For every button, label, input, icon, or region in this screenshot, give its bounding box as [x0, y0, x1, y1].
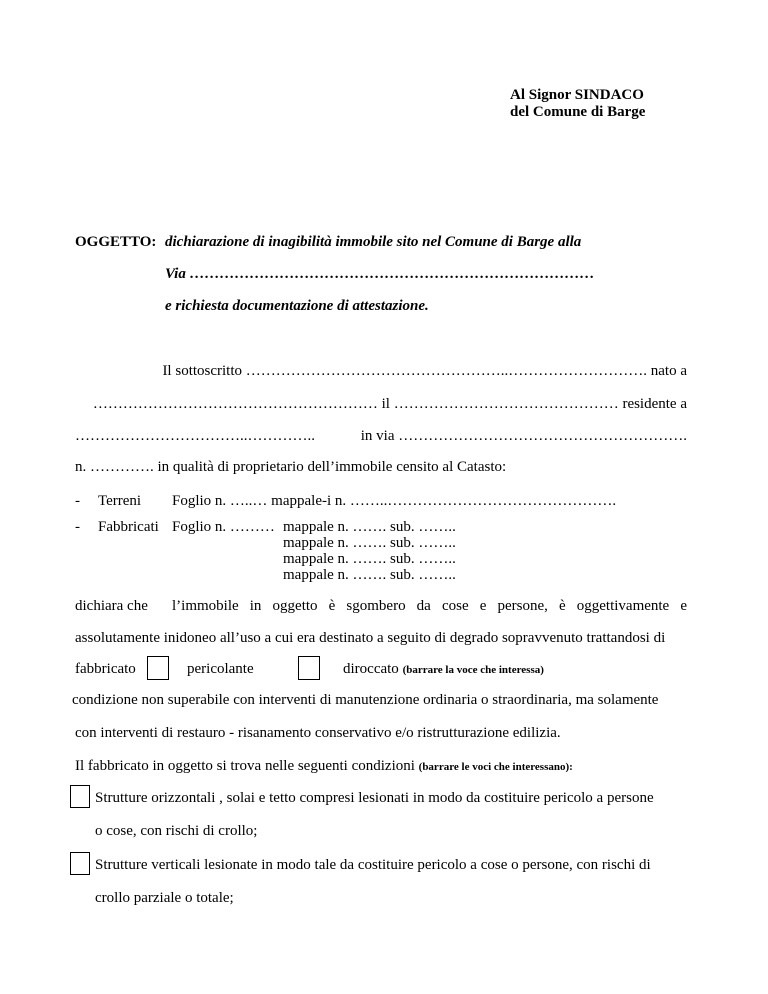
declaration-line-5: con interventi di restauro - risanamento conservativo e/o ristrutturazione edilizia. [75, 725, 561, 741]
declaration-lead: dichiara che [75, 598, 148, 614]
barrare-voci-note: (barrare le voci che interessano): [418, 761, 573, 773]
terreni-label: Terreni [98, 493, 142, 509]
fabbricati-foglio: Foglio n. ……… [172, 519, 275, 535]
terreni-dash: - [75, 493, 80, 509]
conditions-intro-line [75, 757, 573, 776]
conditions-intro: Il fabbricato in oggetto si trova nelle seguenti condizioni [75, 758, 415, 774]
body-line-1: Il sottoscritto ……………………………………………..………………………. nato a [162, 363, 687, 379]
fabbricati-label: Fabbricati [98, 519, 159, 535]
mappale-row: mappale n. ……. sub. …….. [283, 519, 456, 535]
subject-line-1: dichiarazione di inagibilità immobile sito nel Comune di Barge alla [165, 234, 582, 250]
diroccato-line [343, 660, 544, 679]
body-line-3-a: ……………………………..………….. [75, 428, 315, 444]
recipient-line-2: del Comune di Barge [510, 104, 646, 120]
diroccato-label: diroccato [343, 661, 399, 677]
pericolante-checkbox[interactable] [147, 656, 169, 680]
condition-2-line-2: crollo parziale o totale; [95, 890, 234, 906]
body-line-3-b: in via …………………………………………………. [360, 428, 687, 444]
fabbricati-dash: - [75, 519, 80, 535]
condition-1-checkbox[interactable] [70, 785, 90, 808]
mappale-row: mappale n. ……. sub. …….. [283, 535, 456, 551]
diroccato-checkbox[interactable] [298, 656, 320, 680]
pericolante-label: pericolante [187, 661, 254, 677]
subject-line-3: e richiesta documentazione di attestazione. [165, 298, 429, 314]
body-line-4: n. …………. in qualità di proprietario dell’immobile censito al Catasto: [75, 459, 507, 475]
fabbricato-label: fabbricato [75, 661, 136, 677]
declaration-line-4: condizione non superabile con interventi di manutenzione ordinaria o straordinaria, ma solamente [72, 692, 659, 708]
barrare-voce-note: (barrare la voce che interessa) [402, 664, 544, 676]
declaration-line-1: l’immobile in oggetto è sgombero da cose e persone, è oggettivamente e [172, 598, 687, 614]
subject-label: OGGETTO: [75, 234, 157, 250]
subject-line-2: Via ……………………………………………………………………… [165, 266, 595, 282]
condition-1-line-1: Strutture orizzontali , solai e tetto compresi lesionati in modo da costituire pericolo a persone [95, 790, 654, 806]
body-line-3 [75, 427, 687, 445]
declaration-line-2: assolutamente inidoneo all’uso a cui era destinato a seguito di degrado sopravvenuto trattandosi di [75, 630, 666, 646]
condition-1-line-2: o cose, con rischi di crollo; [95, 823, 258, 839]
mappale-row: mappale n. ……. sub. …….. [283, 551, 456, 567]
condition-2-line-1: Strutture verticali lesionate in modo tale da costituire pericolo a cose o persone, con rischi di [95, 857, 651, 873]
terreni-value: Foglio n. …..… mappale-i n. ……..………………………………………. [172, 493, 617, 509]
mappale-row: mappale n. ……. sub. …….. [283, 567, 456, 583]
body-line-2: ………………………………………………… il ……………………………………… residente a [92, 396, 687, 412]
recipient-line-1: Al Signor SINDACO [510, 87, 644, 103]
condition-2-checkbox[interactable] [70, 852, 90, 875]
